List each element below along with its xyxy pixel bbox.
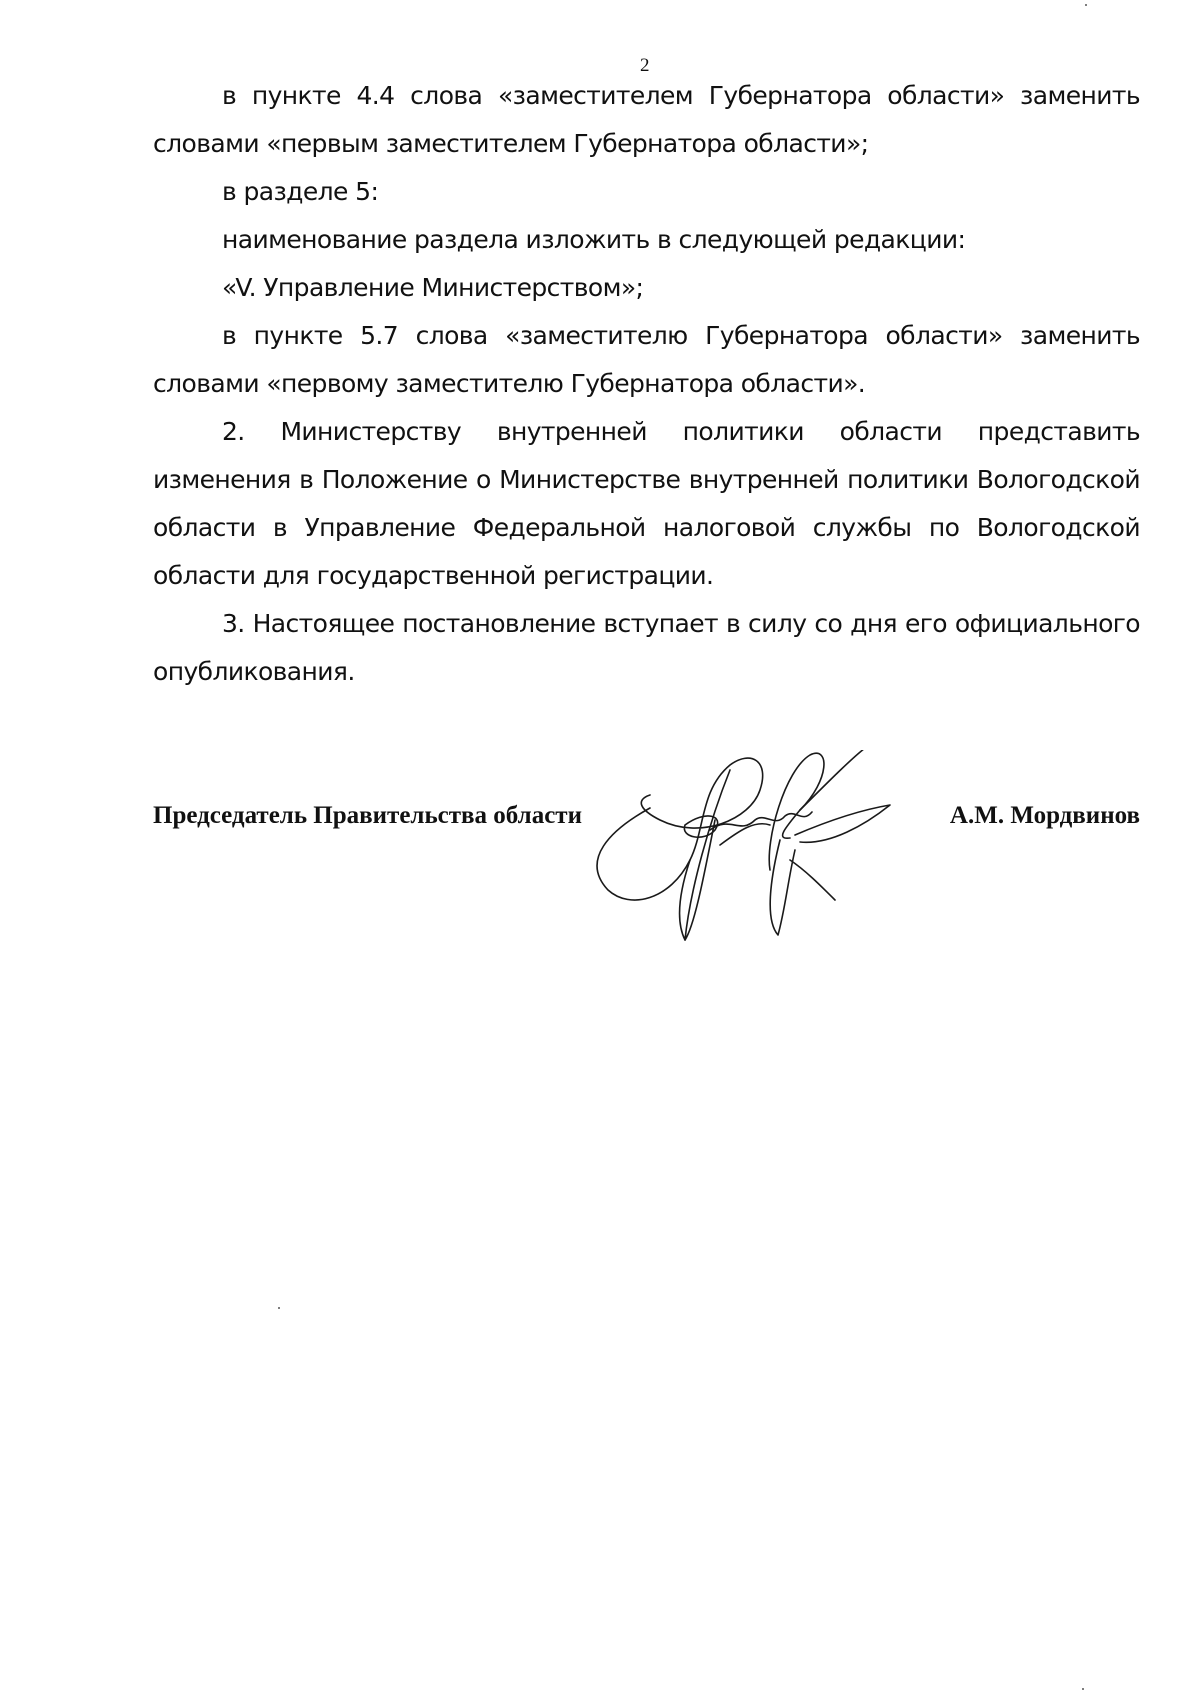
paragraph: «V. Управление Министерством»; <box>222 273 644 302</box>
scan-speck <box>1082 1688 1084 1690</box>
paragraph: наименование раздела изложить в следующей редакции: <box>222 225 966 254</box>
signatory-name: А.М. Мордвинов <box>949 802 1140 829</box>
scan-speck <box>1085 4 1087 6</box>
signatory-title: Председатель Правительства области <box>153 802 582 829</box>
paragraph: в пункте 5.7 слова «заместителю Губернатора области» заменить словами «первому заместителю Губернатора области». <box>153 321 1140 398</box>
paragraph: в разделе 5: <box>222 177 379 206</box>
paragraph: в пункте 4.4 слова «заместителем Губернатора области» заменить словами «первым заместителем Губернатора области»; <box>153 81 1140 158</box>
paragraph: 2. Министерству внутренней политики области представить изменения в Положение о Министерстве внутренней политики Вологодской области в Управление Федеральной налоговой службы по Вологодской области для государственной регистрации. <box>153 417 1140 590</box>
document-body <box>153 72 1140 696</box>
scan-speck <box>278 1307 280 1309</box>
page-number: 2 <box>640 55 650 76</box>
handwritten-signature <box>590 750 950 950</box>
paragraph: 3. Настоящее постановление вступает в силу со дня его официального опубликования. <box>153 609 1140 686</box>
